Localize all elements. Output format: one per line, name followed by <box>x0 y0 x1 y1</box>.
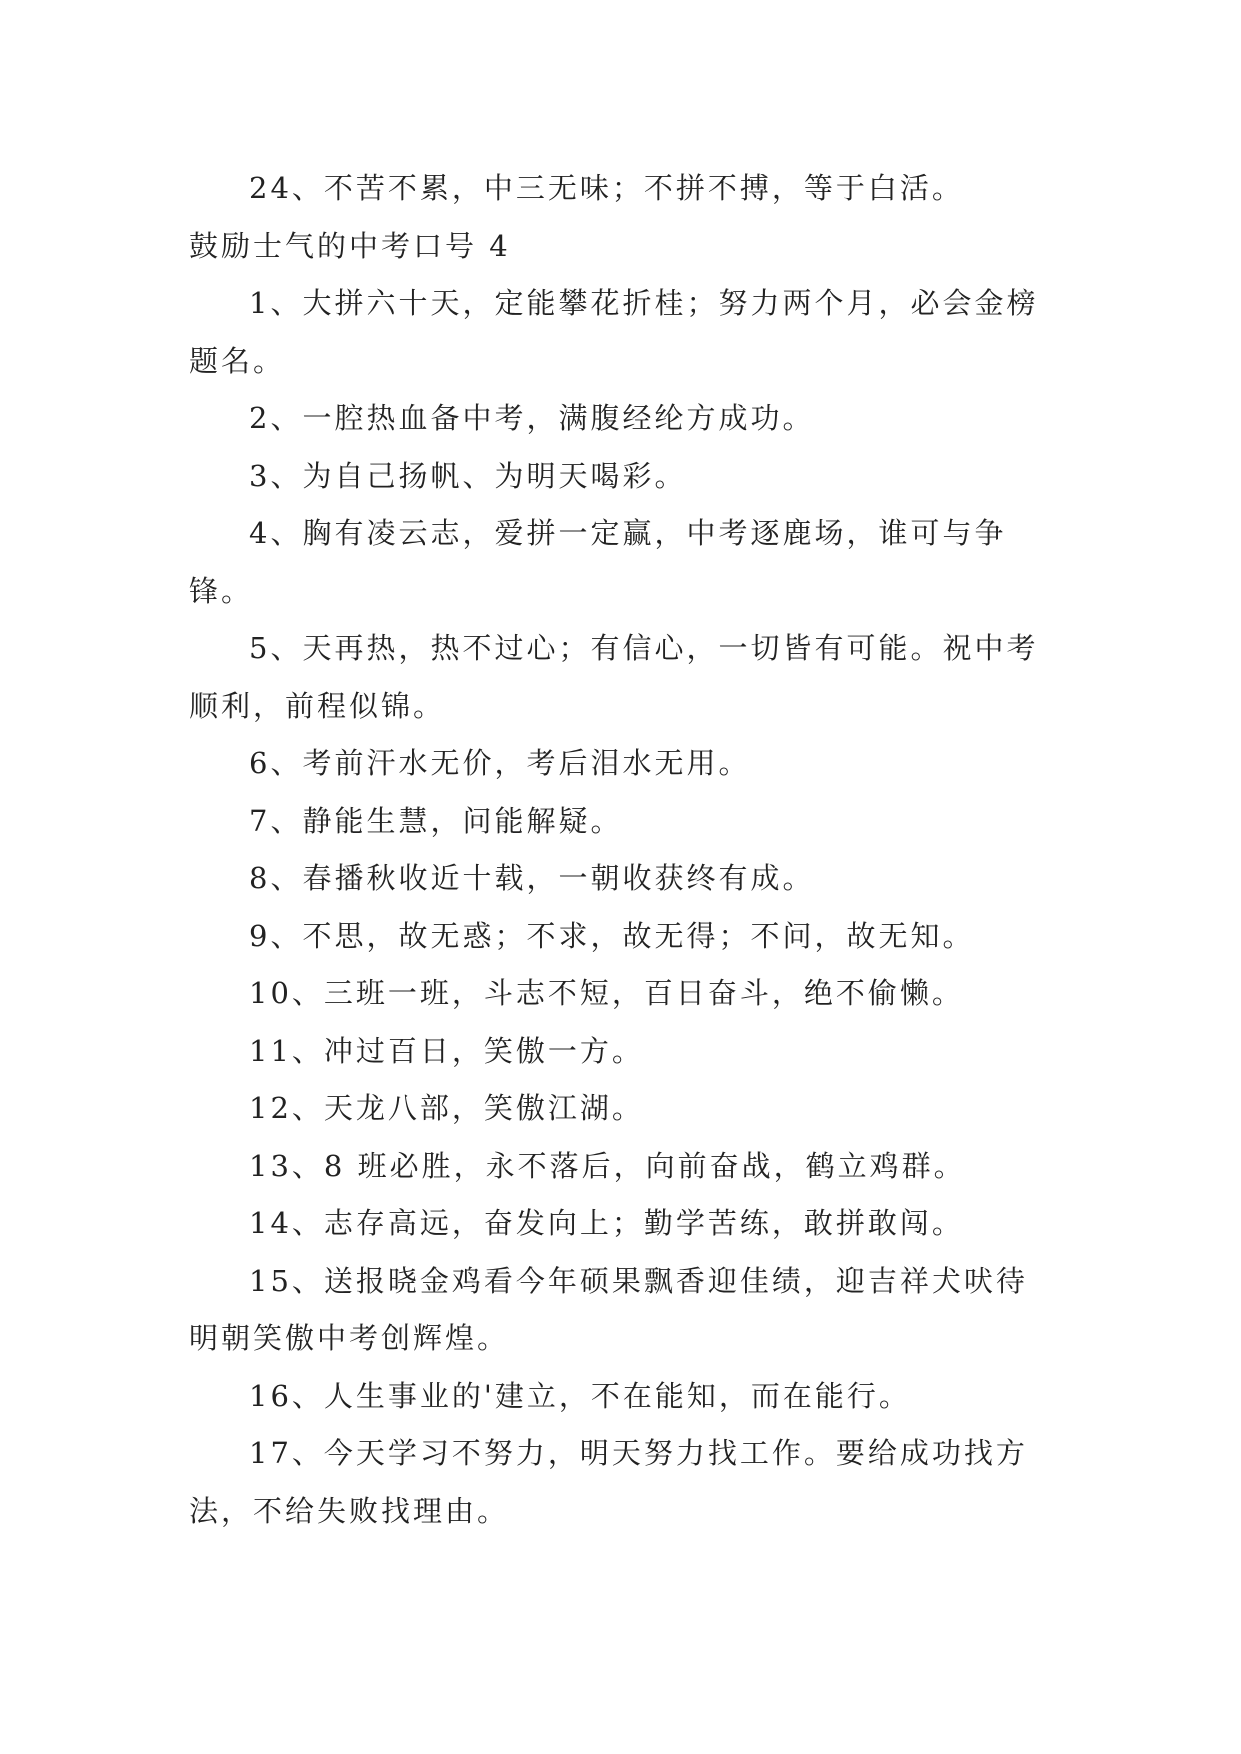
list-item: 8、春播秋收近十载，一朝收获终有成。 <box>249 861 815 895</box>
list-item: 5、天再热，热不过心；有信心，一切皆有可能。祝中考顺利，前程似锦。 <box>189 631 1039 723</box>
section-heading: 鼓励士气的中考口号 4 <box>189 228 511 263</box>
document-page <box>189 160 1051 1540</box>
list-item: 4、胸有凌云志，爱拼一定赢，中考逐鹿场，谁可与争锋。 <box>189 516 1007 608</box>
list-item: 10、三班一班，斗志不短，百日奋斗，绝不偷懒。 <box>249 976 964 1010</box>
list-item: 14、志存高远，奋发向上；勤学苦练，敢拼敢闯。 <box>249 1206 964 1240</box>
list-item: 3、为自己扬帆、为明天喝彩。 <box>249 458 687 493</box>
list-item: 17、今天学习不努力，明天努力找工作。要给成功找方法，不给失败找理由。 <box>189 1436 1028 1528</box>
list-item: 15、送报晓金鸡看今年硕果飘香迎佳绩，迎吉祥犬吠待明朝笑傲中考创辉煌。 <box>189 1263 1028 1355</box>
list-item: 12、天龙八部，笑傲江湖。 <box>249 1091 644 1125</box>
list-item: 11、冲过百日，笑傲一方。 <box>249 1033 644 1068</box>
list-item: 2、一腔热血备中考，满腹经纶方成功。 <box>249 401 815 435</box>
list-item: 9、不思，故无惑；不求，故无得；不问，故无知。 <box>249 918 975 953</box>
list-item: 6、考前汗水无价，考后泪水无用。 <box>249 746 751 780</box>
list-item: 16、人生事业的'建立，不在能知，而在能行。 <box>249 1378 911 1413</box>
list-item: 13、8 班必胜，永不落后，向前奋战，鹤立鸡群。 <box>249 1148 966 1183</box>
list-item: 7、静能生慧，问能解疑。 <box>249 803 623 838</box>
intro-item: 24、不苦不累，中三无味；不拼不搏，等于白活。 <box>249 171 964 205</box>
list-item: 1、大拼六十天，定能攀花折桂；努力两个月，必会金榜题名。 <box>189 286 1039 378</box>
